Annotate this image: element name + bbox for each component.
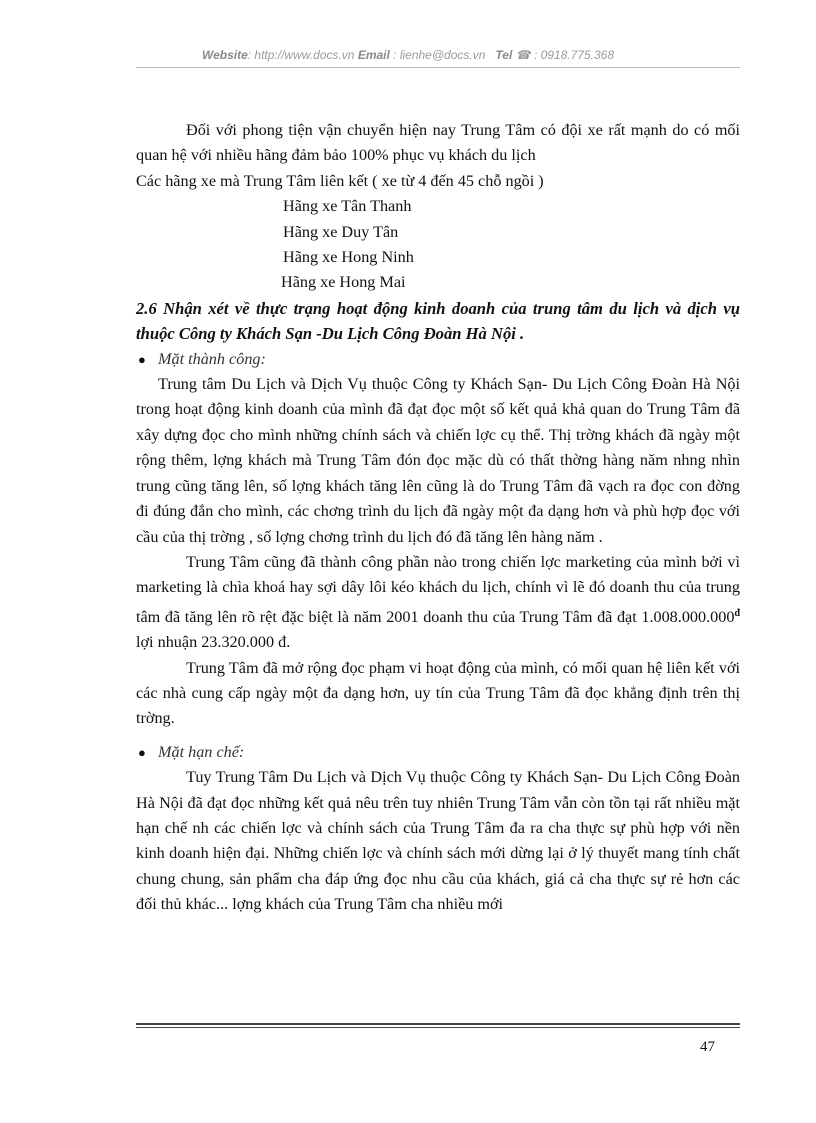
bullet-icon: ●	[138, 744, 146, 760]
section-heading: 2.6 Nhận xét về thực trạng hoạt động kinh doanh của trung tâm du lịch và dịch vụ thuộc Công ty Khách Sạn -Du Lịch Công Đoàn Hà Nội .	[136, 298, 740, 344]
brands-intro: Các hãng xe mà Trung Tâm liên kết ( xe từ 4 đến 45 chỗ ngồi )	[136, 171, 544, 190]
page-number: 47	[700, 1039, 715, 1055]
profit-text: lợi nhuận 23.320.000 đ.	[136, 633, 291, 652]
success-paragraph-1: Trung tâm Du Lịch và Dịch Vụ thuộc Công ty Khách Sạn- Du Lịch Công Đoàn Hà Nội trong hoạt động kinh doanh của mình đã đạt đọc một số kết quả khả quan do Trung Tâm đã xây dựng đọc cho mình những chính sách và chiến lợc cụ thể. Thị trờng khách đã ngày một rộng thêm, lợng khách mà Trung Tâm đón đọc mặc dù có thất thờng hàng năm nhng nhìn trung cũng tăng lên, số lợng khách tăng lên cũng là do Trung Tâm đã vạch ra đọc con đờng đi đúng đắn cho mình, các chơng trình du lịch đã ngày một đa dạng hơn và phù hợp đọc với cầu của thị trờng , số lợng chơng trình du lịch đó đã tăng lên hàng năm .	[136, 375, 740, 546]
page-header	[0, 48, 816, 62]
success-bullet	[136, 347, 740, 372]
brand-item: Hãng xe Hong Ninh	[283, 248, 414, 267]
body-text	[136, 118, 740, 918]
limitations-title: Mặt hạn chế:	[158, 742, 245, 761]
email-label: Email	[357, 48, 390, 62]
success-paragraph-3: Trung Tâm đã mở rộng đọc phạm vi hoạt động của mình, có mối quan hệ liên kết với các nhà cung cấp ngày một đa dạng hơn, uy tín của Trung Tâm đã đọc khẳng định trên thị trờng.	[136, 658, 740, 728]
website-value: : http://www.docs.vn	[247, 48, 355, 62]
revenue-text: Trung Tâm cũng đã thành công phần nào trong chiến lợc marketing của mình bởi vì marketing là chìa khoá hay sợi dây lôi kéo khách du lịch, chính vì lẽ đó doanh thu của trung tâm đã tăng lên rõ rệt đặc biệt là năm 2001 doanh thu của Trung Tâm đã đạt 1.008.000.000	[136, 552, 740, 626]
website-label: Website	[201, 48, 248, 62]
brand-item: Hãng xe Hong Mai	[281, 273, 406, 292]
limitations-paragraph: Tuy Trung Tâm Du Lịch và Dịch Vụ thuộc Công ty Khách Sạn- Du Lịch Công Đoàn Hà Nội đã đạt đọc những kết quả nêu trên tuy nhiên Trung Tâm vẫn còn tồn tại rất nhiều mặt hạn chế nh các chiến lợc và chính sách của Trung Tâm đa ra cha thực sự phù hợp với nền kinh doanh hiện đại. Những chiến lợc và chính sách mới dừng lại ở lý thuyết mang tính chất chung chung, sản phẩm cha đáp ứng đọc nhu cầu của khách, giá cả cha thực sự rẻ hơn các đối thủ khác... lợng khách của Trung Tâm cha nhiều mới	[136, 768, 740, 914]
header-divider	[136, 67, 740, 68]
success-paragraph-2	[136, 550, 740, 656]
spacer	[136, 732, 740, 740]
brand-item: Hãng xe Duy Tân	[283, 222, 399, 241]
currency-unit: đ	[734, 607, 740, 619]
email-value: : lienhe@docs.vn	[389, 48, 486, 62]
brand-item: Hãng xe Tân Thanh	[283, 197, 412, 216]
tel-label: Tel	[495, 48, 513, 62]
tel-value: ☎ : 0918.775.368	[512, 48, 615, 62]
footer-divider	[136, 1023, 740, 1025]
transport-paragraph: Đối với phong tiện vận chuyển hiện nay Trung Tâm có đội xe rất mạnh do có mối quan hệ với nhiều hãng đảm bảo 100% phục vụ khách du lịch	[136, 121, 740, 165]
success-title: Mặt thành công:	[158, 349, 266, 368]
bullet-icon: ●	[138, 351, 146, 367]
limitations-bullet	[136, 740, 740, 765]
footer-divider-thin	[136, 1027, 740, 1028]
